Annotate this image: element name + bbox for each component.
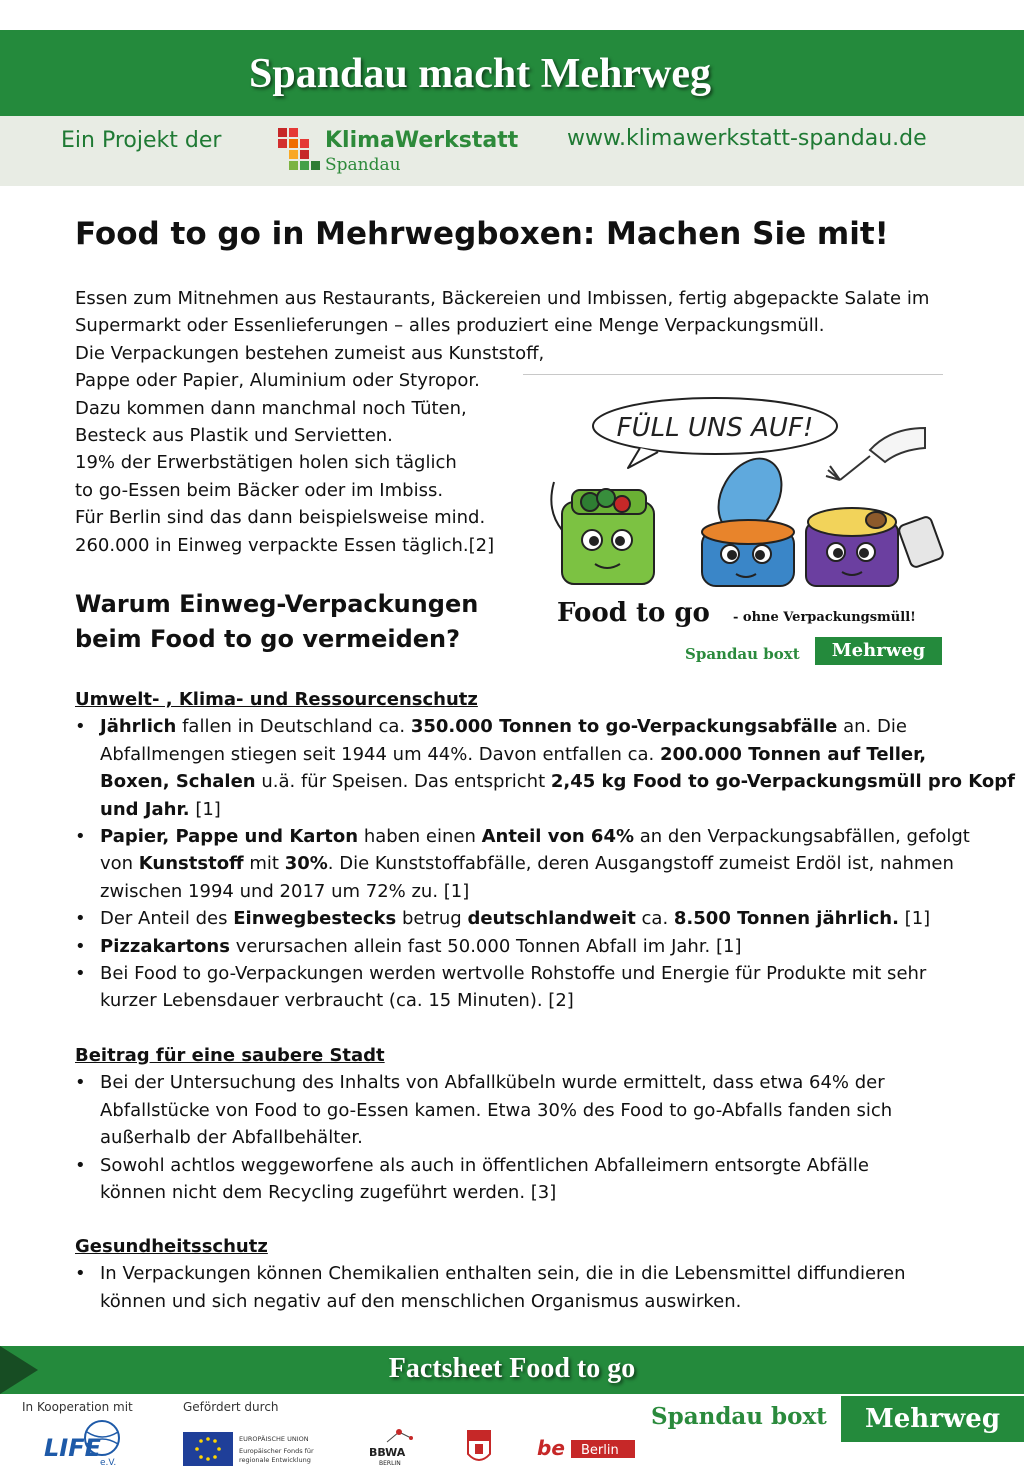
mehrweg-tag: Mehrweg bbox=[815, 637, 942, 665]
food-to-go-subtitle: - ohne Verpackungsmüll! bbox=[733, 610, 916, 625]
intro-line: 260.000 in Einweg verpackte Essen täglich.[2] bbox=[75, 534, 495, 556]
intro-line: Essen zum Mitnehmen aus Restaurants, Bäckereien und Imbissen, fertig abgepackte Salate im bbox=[75, 288, 930, 309]
be-text: be bbox=[537, 1436, 565, 1460]
website-link[interactable]: www.klimawerkstatt-spandau.de bbox=[567, 126, 927, 151]
be-berlin-logo bbox=[537, 1436, 637, 1460]
bullet-list bbox=[75, 1260, 985, 1315]
eu-line-1: EUROPÄISCHE UNION bbox=[239, 1435, 309, 1443]
bullet-list bbox=[75, 713, 1015, 1014]
life-name: LIFE bbox=[44, 1434, 102, 1462]
eu-logo bbox=[183, 1432, 353, 1468]
eu-line-3: regionale Entwicklung bbox=[239, 1456, 311, 1464]
section-stadt bbox=[75, 1042, 985, 1206]
bbwa-sub: BERLIN bbox=[379, 1460, 401, 1467]
divider bbox=[523, 374, 943, 375]
spandau-boxt-tag: Spandau boxt bbox=[685, 645, 800, 663]
intro-line: Dazu kommen dann manchmal noch Tüten, bbox=[75, 397, 467, 419]
list-item: • Jährlich fallen in Deutschland ca. 350.000 Tonnen to go-Verpackungsabfälle an. Die Abfallmengen stiegen seit 1944 um 44%. Davon entfallen ca. 200.000 Tonnen auf Teller, Boxen, Schalen u.ä. für Speisen. Das entspricht 2,45 kg Food to go-Verpackungsmüll pro Kopf und Jahr. [1] bbox=[75, 713, 985, 823]
section-gesundheit bbox=[75, 1233, 985, 1315]
project-label: Ein Projekt der bbox=[61, 128, 222, 153]
section-heading: Umwelt- , Klima- und Ressourcenschutz bbox=[75, 689, 478, 710]
berlin-text: Berlin bbox=[581, 1443, 619, 1458]
intro-line: to go-Essen beim Bäcker oder im Imbiss. bbox=[75, 479, 444, 501]
list-item: • Bei Food to go-Verpackungen werden wertvolle Rohstoffe und Energie für Produkte mit sehr kurzer Lebensdauer verbraucht (ca. 15 Minuten). [2] bbox=[75, 960, 985, 1015]
section-heading: Beitrag für eine saubere Stadt bbox=[75, 1045, 385, 1066]
section-umwelt bbox=[75, 686, 1015, 1015]
question-line-1: Warum Einweg-Verpackungen bbox=[75, 590, 479, 618]
footer-title: Factsheet Food to go bbox=[388, 1353, 636, 1384]
life-suffix: e.V. bbox=[100, 1458, 117, 1468]
blue-pot-icon bbox=[702, 447, 794, 586]
list-item: • Papier, Pappe und Karton haben einen Anteil von 64% an den Verpackungsabfällen, gefolgt von Kunststoff mit 30%. Die Kunststoffabfälle, deren Ausgangstoff zumeist Erdöl ist, nahmen zwischen 1994 und 2017 um 72% zu. [1] bbox=[75, 823, 985, 905]
footer-mehrweg: Mehrweg bbox=[841, 1396, 1024, 1442]
footer-spandau-boxt: Spandau boxt bbox=[651, 1403, 827, 1430]
speech-text: FÜLL UNS AUF! bbox=[616, 413, 814, 443]
food-to-go-illustration bbox=[540, 390, 950, 600]
eu-line-2: Europäischer Fonds für bbox=[239, 1447, 314, 1455]
spandau-crest-icon bbox=[466, 1428, 492, 1466]
list-item: • Der Anteil des Einwegbestecks betrug deutschlandweit ca. 8.500 Tonnen jährlich. [1] bbox=[75, 905, 985, 932]
hand-fork-icon bbox=[826, 428, 925, 480]
list-item: • Bei der Untersuchung des Inhalts von Abfallkübeln wurde ermittelt, dass etwa 64% der Abfallstücke von Food to go-Essen kamen. Etwa 30% des Food to go-Abfalls fanden sich außerhalb der Abfallbehälter. bbox=[75, 1069, 985, 1151]
page-headline: Food to go in Mehrwegboxen: Machen Sie mit! bbox=[75, 216, 889, 252]
intro-line: Die Verpackungen bestehen zumeist aus Kunststoff, bbox=[75, 342, 545, 364]
list-item: • In Verpackungen können Chemikalien enthalten sein, die in die Lebensmittel diffundieren können und sich negativ auf den menschlichen Organismus auswirken. bbox=[75, 1260, 985, 1315]
intro-line: Besteck aus Plastik und Servietten. bbox=[75, 425, 393, 447]
green-box-icon bbox=[551, 482, 654, 584]
intro-line: Für Berlin sind das dann beispielsweise mind. bbox=[75, 507, 486, 529]
cooperation-label: In Kooperation mit bbox=[22, 1400, 133, 1414]
klimawerkstatt-icon bbox=[278, 128, 320, 170]
list-item: • Pizzakartons verursachen allein fast 50.000 Tonnen Abfall im Jahr. [1] bbox=[75, 933, 985, 960]
question-line-2: beim Food to go vermeiden? bbox=[75, 625, 461, 653]
intro-line: Pappe oder Papier, Aluminium oder Styropor. bbox=[75, 370, 480, 392]
funded-label: Gefördert durch bbox=[183, 1400, 279, 1414]
partner-name: KlimaWerkstatt bbox=[325, 128, 519, 153]
intro-line: Supermarkt oder Essenlieferungen – alles produziert eine Menge Verpackungsmüll. bbox=[75, 315, 825, 337]
bbwa-name: BBWA bbox=[369, 1446, 406, 1459]
bbwa-logo bbox=[367, 1428, 437, 1468]
life-logo bbox=[40, 1418, 130, 1468]
purple-box-icon bbox=[806, 508, 944, 586]
intro-line: 19% der Erwerbstätigen holen sich täglich bbox=[75, 452, 457, 474]
site-title: Spandau macht Mehrweg bbox=[248, 51, 712, 97]
question-heading bbox=[75, 587, 478, 657]
list-item: • Sowohl achtlos weggeworfene als auch in öffentlichen Abfalleimern entsorgte Abfälle können nicht dem Recycling zugeführt werden. [3] bbox=[75, 1152, 985, 1207]
section-heading: Gesundheitsschutz bbox=[75, 1236, 268, 1257]
food-to-go-title: Food to go bbox=[557, 598, 710, 628]
partner-sub: Spandau bbox=[325, 155, 401, 175]
bullet-list bbox=[75, 1069, 985, 1206]
